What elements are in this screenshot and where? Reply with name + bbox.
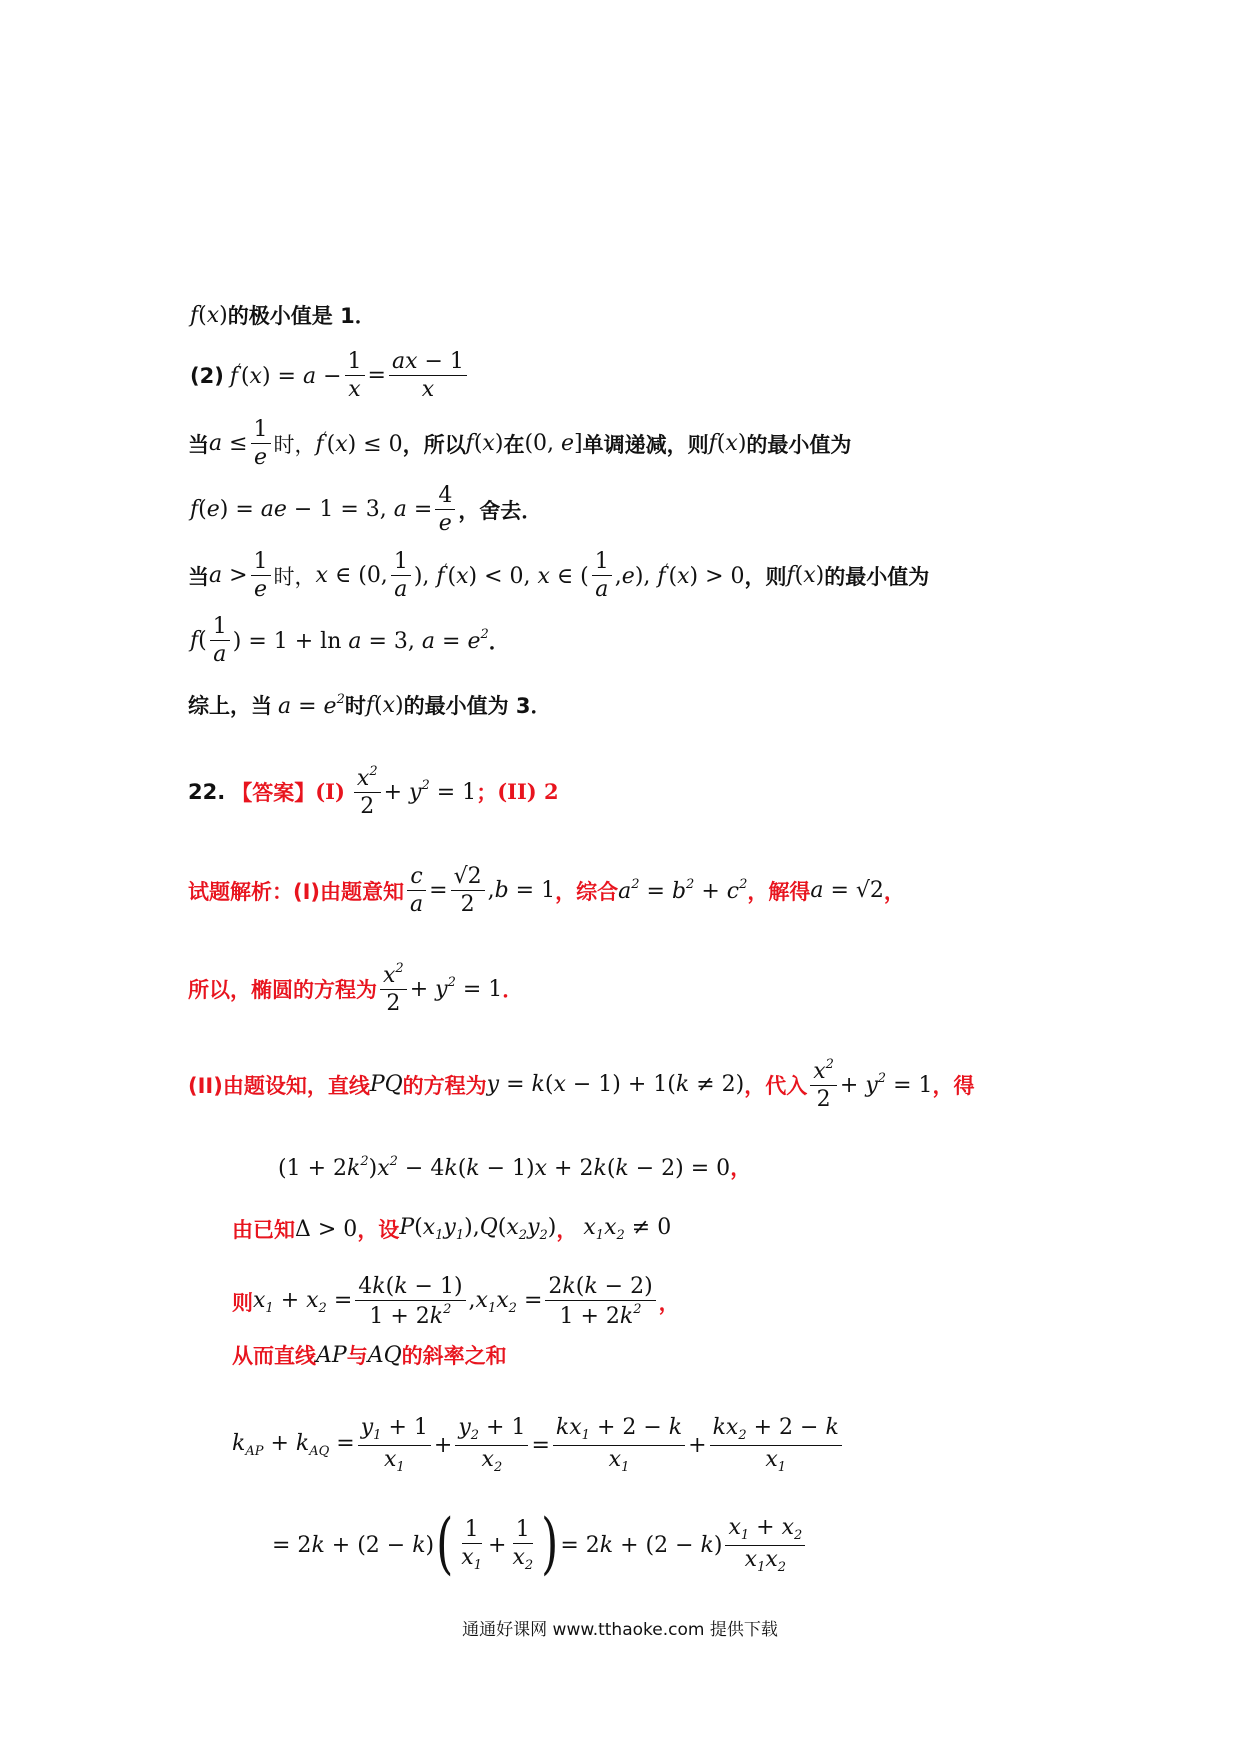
math-derivative: f′(x) = a − (229, 362, 342, 390)
analysis-line-2: 所以，椭圆的方程为 $\frac{x^2}{2}$ + $y^2 = 1$ ． (188, 961, 524, 1017)
analysis-line-4: $(1 + 2k^2)x^2 - 4k(k - 1)x + 2k(k - 2) = 0$ ， (278, 1153, 752, 1181)
analysis-line-7: 从而直线 AP 与 AQ 的斜率之和 (232, 1342, 507, 1368)
analysis-line-1: 试题解析：(I)由题意知 $\frac{c}{a}$ = $\frac{√2}{2}$ ,b = 1 ，综合 $a^2 = b^2 + c^2$ ，解得 a = √2 ， (188, 864, 905, 918)
answer-part1: (I) (315, 779, 345, 805)
analysis-line-6: 则 $x_1 + x_2$ = $\frac{4k(k - 1)}{1 + 2k^2}$ $,x_1x_2$ = $\frac{2k(k - 2)}{1 + 2k^2}$ ， (232, 1274, 680, 1330)
analysis-line-3: (II)由题设知，直线 PQ 的方程为 y = k(x − 1) + 1(k ≠ 2) ，代入 $\frac{x^2}{2}$ + $y^2 = 1$ ，得 (188, 1057, 975, 1113)
answer-22: 22. 【答案】 (I) $\frac{x^2}{2}$ + $y^2 = 1$ ； (II) 2 (188, 764, 559, 820)
frac-1-over-e: $\frac{1}{e}$ (251, 418, 271, 469)
line-case-a-le: 当 a ≤ $\frac{1}{e}$ 时， f′(x) ≤ 0 ，所以 f(x) 在 (0, e] 单调递减，则 f(x) 的最小值为 (188, 417, 852, 471)
analysis-line-5: 由已知 Δ > 0 ，设 $P(x_1y_1),Q(x_2y_2)$ ， $x_1x_2 \ne 0$ (232, 1215, 672, 1243)
answer-tag: 【答案】 (231, 780, 316, 805)
line-min-value-1 (190, 300, 376, 330)
line1-text: 的极小值是 1． (227, 304, 376, 328)
line-derivative: (2) f′(x) = a − $\frac{1}{x}$ = $\frac{ax - 1}{x}$ (190, 350, 470, 401)
question-number: 22. (188, 779, 226, 804)
slope-sum-line-1: $k_{AP} + k_{AQ}$ = $\frac{y_1 + 1}{x_1}$ + $\frac{y_2 + 1}{x_2}$ = $\frac{kx_1 + 2 - k}{x_1}$ + $\frac{kx_2 + 2 - k}{x_1}$ (232, 1416, 845, 1474)
frac-x2-over-2: $\frac{x^2}{2}$ (354, 765, 381, 818)
line-conclusion: 综上，当 $a = e^2$ 时 f(x) 的最小值为 3． (188, 691, 552, 719)
line-fe: f(e) = ae − 1 = 3, a = $\frac{4}{e}$ ，舍去． (190, 483, 543, 537)
line-f-1-over-a: f( $\frac{1}{a}$ ) = 1 + ln a = 3, $a = e^2$ ． (190, 614, 510, 668)
line-case-a-gt: 当 a > $\frac{1}{e}$ 时， x ∈ (0, $\frac{1}{a}$ ), f′(x) < 0, x ∈ ( $\frac{1}{a}$ ,e), f′(x) > 0 ，则 f(x) 的最小值为 (188, 549, 930, 603)
page-footer: 通通好课网 www.tthaoke.com 提供下载 (462, 1620, 778, 1640)
slope-sum-line-2: = 2k + (2 − k) ( $\frac{1}{x_1}$ + $\frac{1}{x_2}$ ) = 2k + (2 − k) $\frac{x_1 + x_2}{x_1x_2}$ (272, 1516, 808, 1574)
frac-ax-minus-1: $\frac{ax - 1}{x}$ (389, 350, 467, 401)
math-fx: f(x) (190, 302, 228, 328)
answer-part2: (II) 2 (497, 779, 559, 805)
frac-1-over-x: $\frac{1}{x}$ (345, 350, 365, 401)
frac-4-over-e: $\frac{4}{e}$ (435, 484, 455, 535)
part-2-label: (2) (190, 363, 224, 388)
